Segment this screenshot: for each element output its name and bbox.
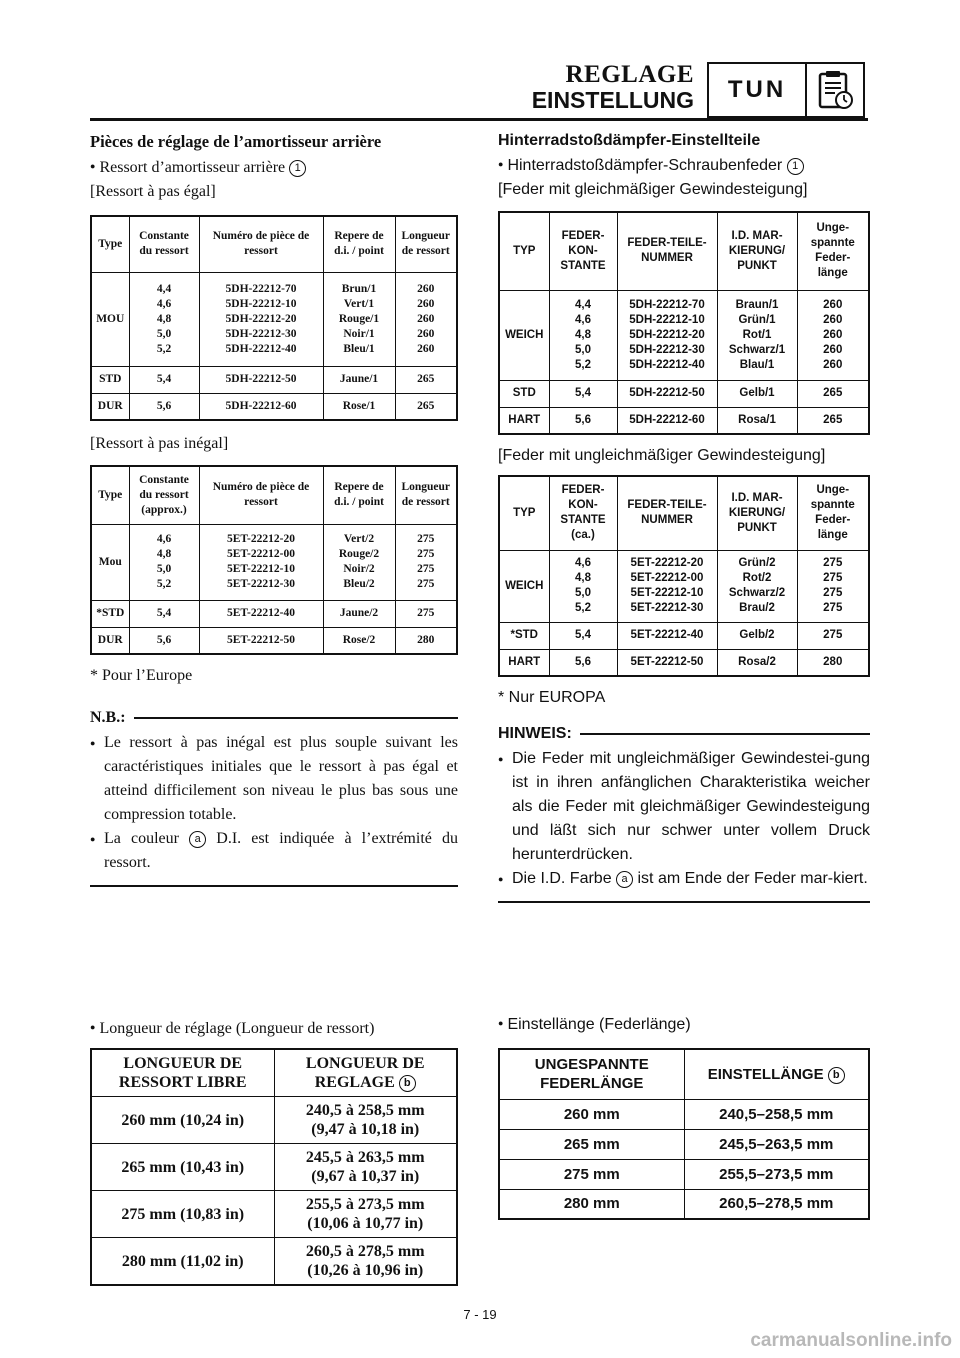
table-row: 260 mm 240,5–258,5 mm: [499, 1099, 869, 1129]
watermark: carmanualsonline.info: [750, 1330, 952, 1351]
section-title-de: EINSTELLUNG: [531, 87, 694, 113]
clipboard-stopwatch-icon: [805, 64, 863, 116]
fr-footnote: * Pour l’Europe: [90, 667, 193, 684]
fr-length-section: [90, 1016, 458, 1286]
th-color: Repere de d.i. / point: [323, 216, 395, 272]
table-row: [91, 272, 457, 366]
de-note: [498, 725, 870, 903]
de-unequal-label: [Feder mit ungleichmäßiger Gewindesteigung]: [498, 447, 826, 464]
table-row: STD 5,4 5DH-22212-50 Gelb/1 265: [499, 380, 869, 407]
th-rate: Constante du ressort: [129, 216, 199, 272]
de-equal-table: TYP FEDER-KON-STANTE FEDER-TEILE-NUMMER I.D. MAR-KIERUNG/ PUNKT Unge-spannte Feder-länge WEICH 4,4 4,6 4,8 5,0 5,2 5DH-22212-70 5DH-22212-10 5DH-22212-20 5DH-22212-30 5DH-22212-40 Braun/1 Grün/1 Rot/1 Schwarz/1 Blau/1 260 260 260 260 260 STD 5,4 5DH-22212-50 Gelb/1 265 HART 5,6 5DH-22212-60 Rosa/1 265: [498, 211, 870, 435]
de-length-table: UNGESPANNTE FEDERLÄNGE EINSTELLÄNGE b 260 mm 240,5–258,5 mm 265 mm 245,5–263,5 mm 275 mm 255,5–273,5 mm 280 mm 260,5–278,5 mm: [498, 1048, 870, 1220]
fr-length-table: LONGUEUR DE RESSORT LIBRE LONGUEUR DE REGLAGE b 260 mm (10,24 in) 240,5 à 258,5 mm (9,47 à 10,18 in) 265 mm (10,43 in) 245,5 à 263,5 mm (9,67 à 10,37 in) 275 mm (10,83 in) 255,5 à 273,5 mm (10,06 à 10,77 in) 280 mm (11,02 in) 260,5 à 278,5 mm (10,26 à 10,96 in): [90, 1048, 458, 1286]
de-equal-label: [Feder mit gleichmäßiger Gewindesteigung]: [498, 181, 808, 198]
group-lengths: 260 260 260 260 260: [395, 272, 457, 366]
table-row: HART 5,6 5DH-22212-60 Rosa/1 265: [499, 407, 869, 434]
de-note-1: ● Die Feder mit ungleichmäßiger Gewindestei-gung ist in ihren anfänglichen Charakteristika weicher als die Feder mit gleichmäßiger Gewindesteigung und läßt sich nur schwer unter vollem Druck herunterdrücken.: [498, 747, 870, 867]
section-badge: [707, 62, 865, 118]
table-row: 265 mm 245,5–263,5 mm: [499, 1129, 869, 1159]
section-title: [532, 62, 694, 112]
table-row: *STD 5,4 5ET-22212-40 Jaune/2 275: [91, 600, 457, 627]
th-part: Numéro de pièce de ressort: [199, 216, 323, 272]
de-length-label: ● Einstellänge (Federlänge): [498, 1012, 870, 1036]
fr-note-2: ● La couleur a D.I. est indiquée à l’extrémité du ressort.: [90, 827, 458, 875]
table-row: HART 5,6 5ET-22212-50 Rosa/2 280: [499, 649, 869, 676]
th-type: Type: [91, 216, 129, 272]
group-colors: Brun/1 Vert/1 Rouge/1 Noir/1 Bleu/1: [323, 272, 395, 366]
fr-equal-label: [Ressort à pas égal]: [90, 183, 216, 200]
de-heading: Hinterradstoßdämpfer-Einstellteile: [498, 132, 761, 149]
table-row: 275 mm 255,5–273,5 mm: [499, 1159, 869, 1189]
fr-note-label: N.B.:: [90, 709, 126, 726]
table-row: WEICH 4,6 4,8 5,0 5,2 5ET-22212-20 5ET-22212-00 5ET-22212-10 5ET-22212-30 Grün/2 Rot/2 Schwarz/2 Brau/2 275 275 275 275: [499, 550, 869, 622]
fr-spring-line: [90, 155, 458, 179]
section-title-fr: REGLAGE: [565, 61, 694, 88]
de-column: [498, 132, 870, 903]
table-row: 280 mm (11,02 in) 260,5 à 278,5 mm (10,26 à 10,96 in): [91, 1238, 457, 1286]
table-row: 275 mm (10,83 in) 255,5 à 273,5 mm (10,06 à 10,77 in): [91, 1191, 457, 1238]
group-label: MOU: [91, 272, 129, 366]
table-row: *STD 5,4 5ET-22212-40 Gelb/2 275: [499, 622, 869, 649]
group-parts: 5DH-22212-70 5DH-22212-10 5DH-22212-20 5DH-22212-30 5DH-22212-40: [199, 272, 323, 366]
th-length: Longueur de ressort: [395, 216, 457, 272]
table-row: WEICH 4,4 4,6 4,8 5,0 5,2 5DH-22212-70 5DH-22212-10 5DH-22212-20 5DH-22212-30 5DH-22212-40 Braun/1 Grün/1 Rot/1 Schwarz/1 Blau/1 260 260 260 260 260: [499, 290, 869, 380]
table-row: 280 mm 260,5–278,5 mm: [499, 1189, 869, 1219]
fr-note: [90, 709, 458, 887]
de-footnote: * Nur EUROPA: [498, 689, 606, 706]
fr-spring-label: Ressort d’amortisseur arrière: [99, 159, 286, 176]
de-unequal-table: TYP FEDER-KON-STANTE (ca.) FEDER-TEILE-NUMMER I.D. MAR-KIERUNG/ PUNKT Unge-spannte Feder-länge WEICH 4,6 4,8 5,0 5,2 5ET-22212-20 5ET-22212-00 5ET-22212-10 5ET-22212-30 Grün/2 Rot/2 Schwarz/2 Brau/2 275 275 275 275 *STD 5,4 5ET-22212-40 Gelb/2 275 HART 5,6 5ET-22212-50 Rosa/2 280: [498, 475, 870, 677]
fr-heading: Pièces de réglage de l’amortisseur arrière: [90, 132, 382, 151]
table-row: Mou 4,6 4,8 5,0 5,2 5ET-22212-20 5ET-22212-00 5ET-22212-10 5ET-22212-30 Vert/2 Rouge/2 Noir/2 Bleu/2 275 275 275 275: [91, 524, 457, 600]
page-number: 7 - 19: [463, 1307, 497, 1322]
table-row: DUR 5,6 5ET-22212-50 Rose/2 280: [91, 627, 457, 654]
fr-unequal-label: [Ressort à pas inégal]: [90, 435, 229, 452]
fr-length-label: ● Longueur de réglage (Longueur de ressort): [90, 1016, 458, 1040]
header-rule: [90, 118, 868, 121]
de-spring-line: ● Hinterradstoßdämpfer-Schraubenfeder 1: [498, 153, 870, 177]
de-note-2: ● Die I.D. Farbe a ist am Ende der Feder mar-kiert.: [498, 867, 870, 891]
fr-note-1: ● Le ressort à pas inégal est plus souple suivant les caractéristiques initiales que le ressort à pas égal et atteind difficilement son niveau le plus bas sous une compression totable.: [90, 731, 458, 827]
group-rates: 4,4 4,6 4,8 5,0 5,2: [129, 272, 199, 366]
table-row: DUR 5,6 5DH-22212-60 Rose/1 265: [91, 393, 457, 420]
fr-spring-marker: 1: [289, 160, 306, 177]
table-row: 260 mm (10,24 in) 240,5 à 258,5 mm (9,47 à 10,18 in): [91, 1097, 457, 1144]
table-row: 265 mm (10,43 in) 245,5 à 263,5 mm (9,67 à 10,37 in): [91, 1144, 457, 1191]
fr-unequal-table: Type Constante du ressort (approx.) Numéro de pièce de ressort Repere de d.i. / point Longueur de ressort Mou 4,6 4,8 5,0 5,2 5ET-22212-20 5ET-22212-00 5ET-22212-10 5ET-22212-30 Vert/2 Rouge/2 Noir/2 Bleu/2 275 275 275 275 *STD 5,4 5ET-22212-40 Jaune/2 275 DUR 5,6 5ET-22212-50 Rose/2 280: [90, 465, 458, 655]
section-code: TUN: [727, 76, 787, 103]
de-note-label: HINWEIS:: [498, 725, 572, 742]
fr-column: [90, 132, 458, 887]
table-row: STD 5,4 5DH-22212-50 Jaune/1 265: [91, 366, 457, 393]
de-length-section: [498, 1012, 870, 1220]
fr-equal-table: [90, 215, 458, 421]
